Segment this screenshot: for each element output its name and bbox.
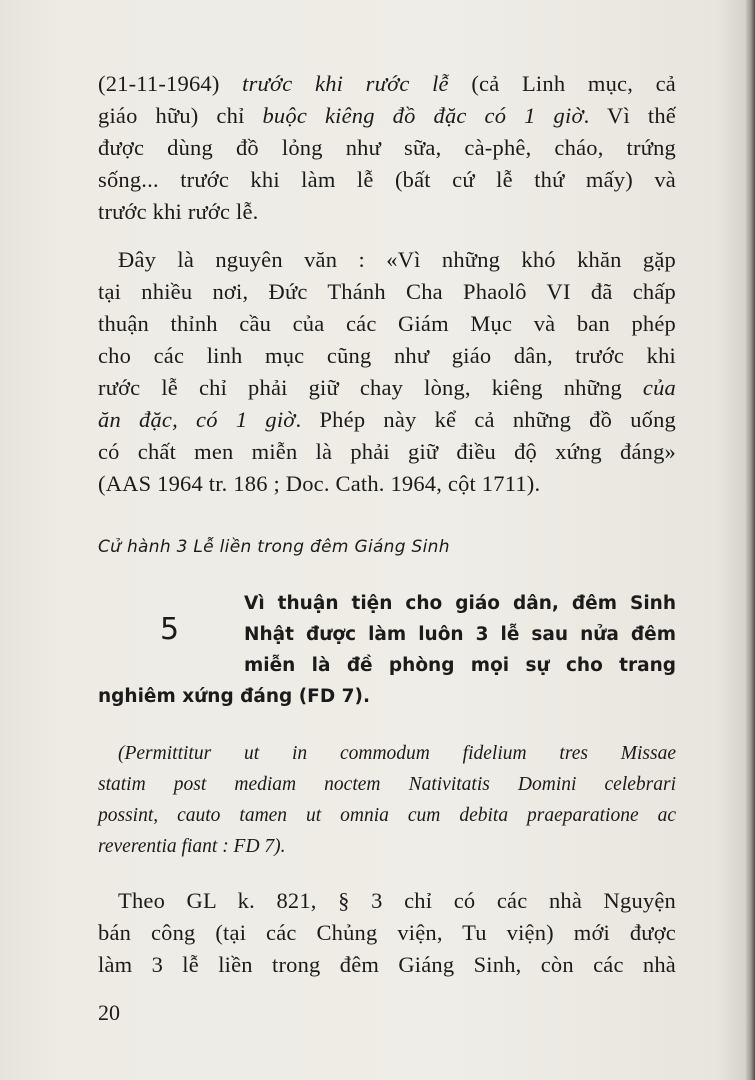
text-line: tại nhiều nơi, Đức Thánh Cha Phaolô VI đã chấp [98,279,676,304]
rule-line: Vì thuận tiện cho giáo dân, đêm Sinh [244,593,676,614]
text-line: có chất men miễn là phải giữ điều độ xứng đáng» [98,439,676,464]
latin-line: reverentia fiant : FD 7). [98,836,286,857]
text-line: ăn đặc, có 1 giờ. Phép này kể cả những đồ uống [98,407,676,432]
rule-line: nghiêm xứng đáng (FD 7). [98,686,370,707]
text-line: thuận thỉnh cầu của các Giám Mục và ban phép [98,311,676,336]
rule-number: 5 [160,612,180,647]
text-line: Theo GL k. 821, § 3 chỉ có các nhà Nguyện [118,888,676,913]
text-line: (AAS 1964 tr. 186 ; Doc. Cath. 1964, cột 1711). [98,471,541,496]
text-line: giáo hữu) chỉ buộc kiêng đồ đặc có 1 giờ. Vì thế [98,103,676,128]
latin-quotation [98,738,676,862]
rule-paragraph [98,588,676,712]
text-line: Đây là nguyên văn : «Vì những khó khăn gặp [118,247,676,272]
section-heading: Cử hành 3 Lễ liền trong đêm Giáng Sinh [98,537,450,557]
paragraph-fasting-rule [98,68,676,228]
rule-line: miễn là đề phòng mọi sự cho trang [244,655,676,676]
latin-line: (Permittitur ut in commodum fidelium tres Missae [118,743,676,764]
text-line: (21-11-1964) trước khi rước lễ (cả Linh mục, cả [98,71,676,96]
page-number: 20 [98,1000,120,1025]
text-line: cho các linh mục cũng như giáo dân, trước khi [98,343,676,368]
text-line: rước lễ chỉ phải giữ chay lòng, kiêng những của [98,375,676,400]
latin-line: possint, cauto tamen ut omnia cum debita praeparatione ac [98,805,676,826]
rule-line: Nhật được làm luôn 3 lễ sau nửa đêm [244,624,676,645]
text-line: được dùng đồ lỏng như sữa, cà-phê, cháo, trứng [98,135,676,160]
text-line: bán công (tại các Chủng viện, Tu viện) mới được [98,920,676,945]
paragraph-canon-law [98,885,676,981]
latin-line: statim post mediam noctem Nativitatis Domini celebrari [98,774,676,795]
text-line: trước khi rước lễ. [98,199,259,224]
text-line: làm 3 lễ liền trong đêm Giáng Sinh, còn các nhà [98,952,676,977]
book-spine-shadow [745,0,755,1080]
text-line: sống... trước khi làm lễ (bất cứ lễ thứ mấy) và [98,167,676,192]
paragraph-original-text [98,244,676,500]
